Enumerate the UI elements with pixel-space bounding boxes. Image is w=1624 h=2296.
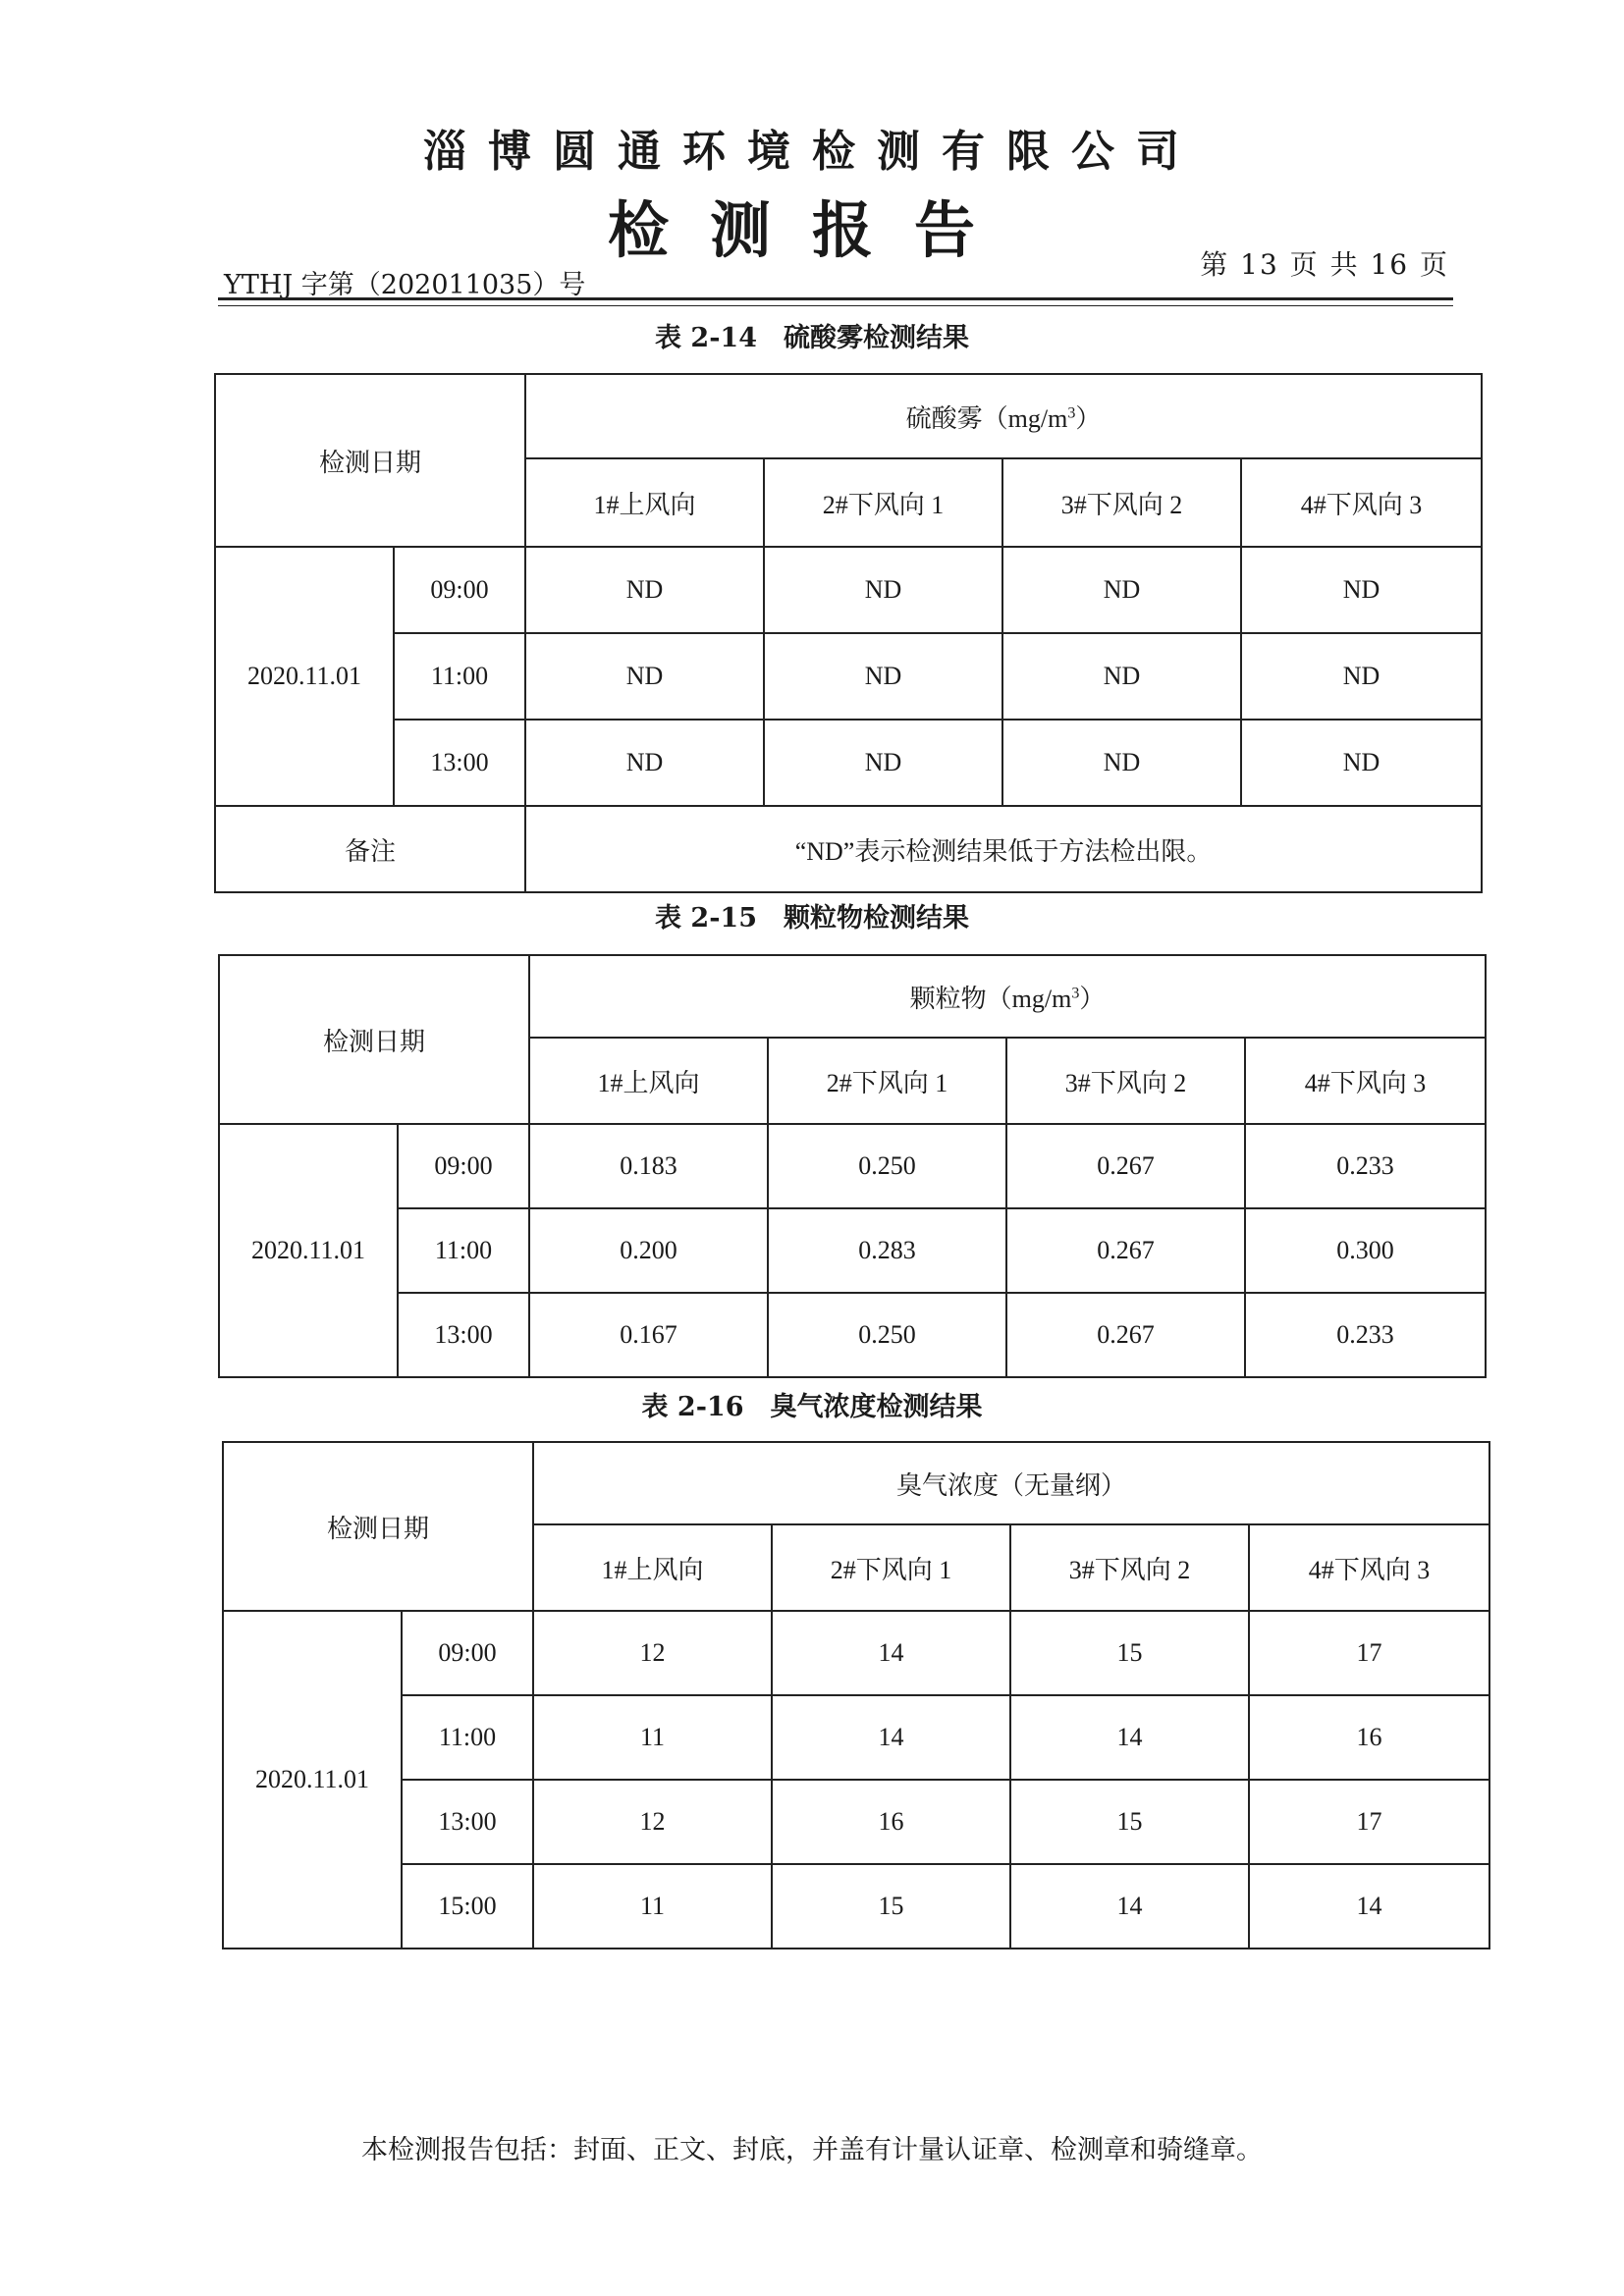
- value-cell: ND: [1241, 633, 1482, 720]
- value-cell: 0.250: [768, 1293, 1006, 1377]
- value-cell: 0.167: [529, 1293, 768, 1377]
- value-cell: 0.267: [1006, 1208, 1245, 1293]
- value-cell: 15: [1010, 1611, 1249, 1695]
- header-rule-thin: [218, 305, 1453, 306]
- param-header-label: 硫酸雾（mg/m: [905, 403, 1068, 433]
- column-header: 1#上风向: [533, 1524, 772, 1611]
- value-cell: 16: [1249, 1695, 1489, 1780]
- time-cell: 13:00: [402, 1780, 533, 1864]
- column-header: 4#下风向 3: [1249, 1524, 1489, 1611]
- column-header: 3#下风向 2: [1010, 1524, 1249, 1611]
- param-header: [525, 374, 1482, 458]
- value-cell: 14: [1010, 1695, 1249, 1780]
- time-cell: 09:00: [394, 547, 525, 633]
- value-cell: 15: [772, 1864, 1010, 1949]
- time-cell: 09:00: [398, 1124, 529, 1208]
- param-header: [529, 955, 1486, 1038]
- time-cell: 11:00: [394, 633, 525, 720]
- value-cell: 0.267: [1006, 1124, 1245, 1208]
- table-row: [223, 1864, 1489, 1949]
- value-cell: 11: [533, 1864, 772, 1949]
- value-cell: 0.267: [1006, 1293, 1245, 1377]
- value-cell: 17: [1249, 1780, 1489, 1864]
- table-2-14-caption: 表 2-14 硫酸雾检测结果: [655, 323, 969, 353]
- time-cell: 13:00: [398, 1293, 529, 1377]
- time-cell: 09:00: [402, 1611, 533, 1695]
- table-2-16: [222, 1441, 1490, 1949]
- value-cell: ND: [525, 547, 764, 633]
- table-row: [219, 1208, 1486, 1293]
- value-cell: ND: [525, 633, 764, 720]
- column-header: 4#下风向 3: [1245, 1038, 1486, 1124]
- value-cell: 12: [533, 1611, 772, 1695]
- table-row: [215, 720, 1482, 806]
- value-cell: 17: [1249, 1611, 1489, 1695]
- param-header: 臭气浓度（无量纲）: [533, 1442, 1489, 1524]
- time-cell: 11:00: [398, 1208, 529, 1293]
- date-header: 检测日期: [223, 1442, 533, 1611]
- param-header-label: 颗粒物（mg/m: [909, 984, 1072, 1013]
- value-cell: 0.233: [1245, 1124, 1486, 1208]
- value-cell: 14: [772, 1695, 1010, 1780]
- value-cell: ND: [1241, 720, 1482, 806]
- remark-text: “ND”表示检测结果低于方法检出限。: [525, 806, 1482, 892]
- date-cell: 2020.11.01: [219, 1124, 398, 1377]
- remark-label: 备注: [215, 806, 525, 892]
- value-cell: ND: [764, 633, 1002, 720]
- value-cell: 12: [533, 1780, 772, 1864]
- value-cell: 0.200: [529, 1208, 768, 1293]
- table-row: [215, 547, 1482, 633]
- table-2-15: [218, 954, 1487, 1378]
- value-cell: 14: [1249, 1864, 1489, 1949]
- table-row: [223, 1695, 1489, 1780]
- date-cell: 2020.11.01: [223, 1611, 402, 1949]
- param-header-close: ）: [1079, 984, 1106, 1013]
- column-header: 2#下风向 1: [768, 1038, 1006, 1124]
- header-rule: [218, 297, 1453, 300]
- value-cell: ND: [764, 547, 1002, 633]
- value-cell: ND: [1002, 720, 1241, 806]
- value-cell: ND: [1241, 547, 1482, 633]
- value-cell: 0.300: [1245, 1208, 1486, 1293]
- table-row: [223, 1780, 1489, 1864]
- value-cell: 11: [533, 1695, 772, 1780]
- value-cell: 0.183: [529, 1124, 768, 1208]
- unit-superscript: 3: [1071, 984, 1080, 1001]
- column-header: 3#下风向 2: [1002, 458, 1241, 547]
- value-cell: 16: [772, 1780, 1010, 1864]
- param-header-close: ）: [1075, 403, 1102, 433]
- date-header: 检测日期: [219, 955, 529, 1124]
- table-2-15-caption: 表 2-15 颗粒物检测结果: [655, 903, 969, 934]
- table-row: [223, 1611, 1489, 1695]
- footer-note: 本检测报告包括：封面、正文、封底，并盖有计量认证章、检测章和骑缝章。: [361, 2135, 1263, 2165]
- value-cell: ND: [525, 720, 764, 806]
- value-cell: 0.250: [768, 1124, 1006, 1208]
- value-cell: 14: [1010, 1864, 1249, 1949]
- time-cell: 11:00: [402, 1695, 533, 1780]
- table-row: [219, 1124, 1486, 1208]
- column-header: 2#下风向 1: [764, 458, 1002, 547]
- value-cell: ND: [764, 720, 1002, 806]
- report-number: YTHJ 字第（202011035）号: [224, 270, 586, 300]
- value-cell: 15: [1010, 1780, 1249, 1864]
- date-cell: 2020.11.01: [215, 547, 394, 806]
- table-row: [219, 1293, 1486, 1377]
- table-2-16-caption: 表 2-16 臭气浓度检测结果: [641, 1392, 983, 1422]
- time-cell: 15:00: [402, 1864, 533, 1949]
- table-2-14: [214, 373, 1483, 893]
- column-header: 1#上风向: [525, 458, 764, 547]
- value-cell: 0.283: [768, 1208, 1006, 1293]
- value-cell: 0.233: [1245, 1293, 1486, 1377]
- table-row: [215, 633, 1482, 720]
- date-header: 检测日期: [215, 374, 525, 547]
- time-cell: 13:00: [394, 720, 525, 806]
- value-cell: ND: [1002, 547, 1241, 633]
- company-name: 淄博圆通环境检测有限公司: [423, 127, 1201, 177]
- column-header: 3#下风向 2: [1006, 1038, 1245, 1124]
- unit-superscript: 3: [1067, 403, 1076, 421]
- column-header: 1#上风向: [529, 1038, 768, 1124]
- page-number: 第 13 页 共 16 页: [1200, 248, 1449, 281]
- remark-row: [215, 806, 1482, 892]
- column-header: 2#下风向 1: [772, 1524, 1010, 1611]
- value-cell: 14: [772, 1611, 1010, 1695]
- column-header: 4#下风向 3: [1241, 458, 1482, 547]
- report-title: 检测报告: [607, 194, 1016, 266]
- value-cell: ND: [1002, 633, 1241, 720]
